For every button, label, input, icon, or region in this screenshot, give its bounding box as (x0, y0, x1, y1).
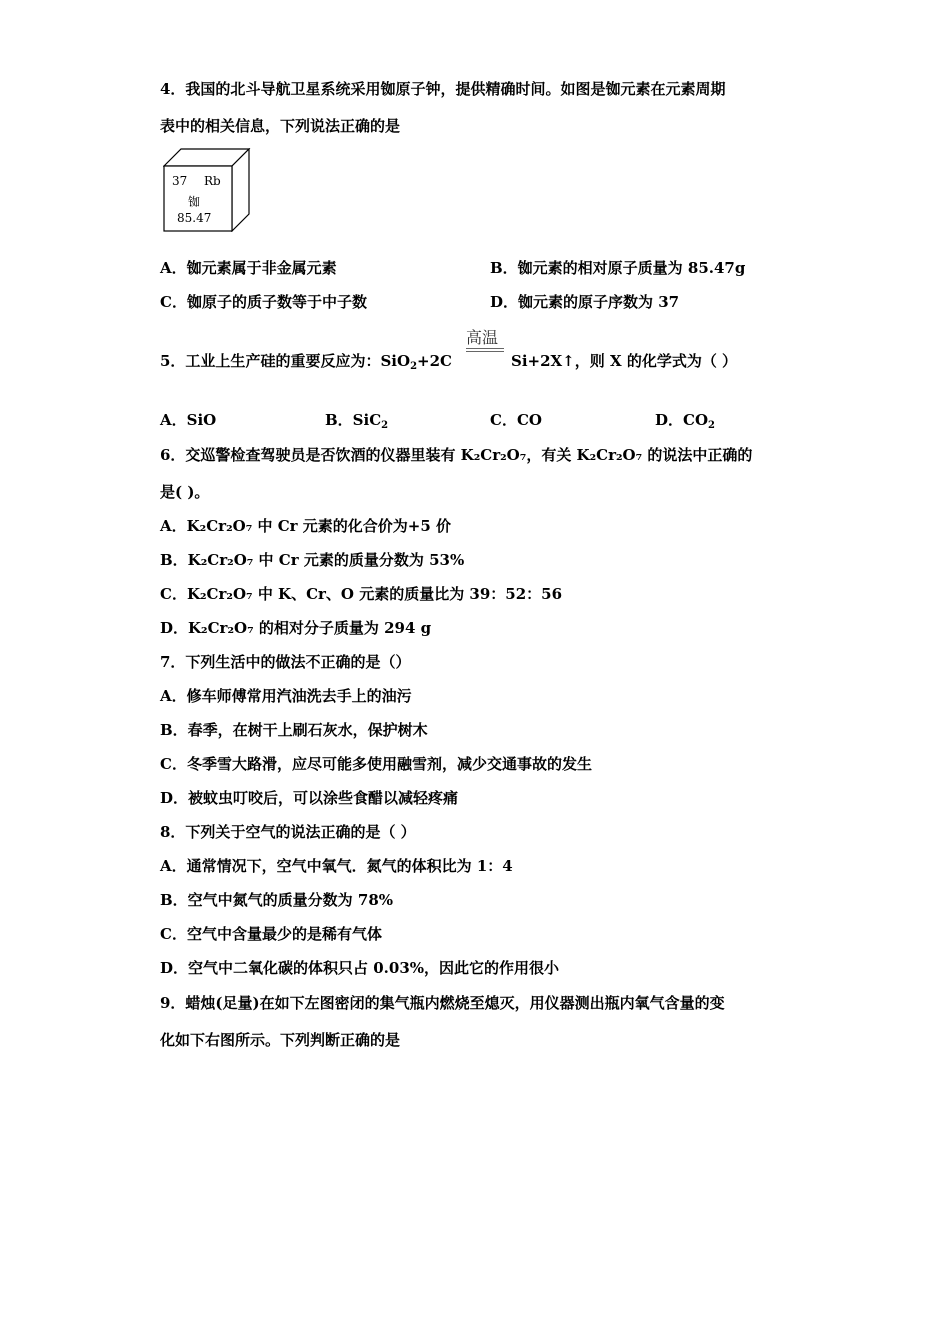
reaction-condition: 高温 (466, 328, 499, 347)
q5-option-d-text: D．CO (655, 411, 709, 429)
q5-prefix: 5．工业上生产硅的重要反应为： (160, 352, 381, 370)
q4-option-b: B．铷元素的相对原子质量为 85.47g (490, 259, 746, 277)
q5-option-d (655, 409, 715, 430)
q8-option-c: C．空气中含量最少的是稀有气体 (160, 925, 382, 943)
q4-option-d: D．铷元素的原子序数为 37 (490, 293, 680, 311)
q6-option-b: B．K₂Cr₂O₇ 中 Cr 元素的质量分数为 53% (160, 551, 465, 569)
q9-stem-line2: 化如下右图所示。下列判断正确的是 (160, 1031, 401, 1049)
q5-sio2: SiO (380, 352, 411, 370)
q7-option-c: C．冬季雪大路滑，应尽可能多使用融雪剂，减少交通事故的发生 (160, 755, 592, 773)
q5-plus-2c: +2C (417, 352, 452, 370)
q5-option-a: A．SiO (160, 411, 217, 429)
q5-stem (160, 350, 452, 371)
q5-option-c: C．CO (490, 411, 542, 429)
reaction-equals-line-bottom (466, 351, 504, 352)
q5-stem-after: Si+2X↑，则 X 的化学式为（ ） (511, 352, 738, 370)
q4-stem-line2: 表中的相关信息，下列说法正确的是 (160, 117, 401, 135)
q6-option-d: D．K₂Cr₂O₇ 的相对分子质量为 294 g (160, 619, 432, 637)
q4-stem-line1: 4．我国的北斗导航卫星系统采用铷原子钟，提供精确时间。如图是铷元素在元素周期 (160, 80, 726, 98)
reaction-equals-line-top (466, 348, 504, 349)
q5-option-d-subscript: 2 (708, 420, 715, 431)
q6-stem-line2: 是( )。 (160, 483, 210, 501)
q5-option-b-subscript: 2 (381, 420, 389, 431)
q7-option-d: D．被蚊虫叮咬后，可以涂些食醋以减轻疼痛 (160, 789, 459, 807)
q6-stem-line1: 6．交巡警检查驾驶员是否饮酒的仪器里装有 K₂Cr₂O₇，有关 K₂Cr₂O₇ 的说法中正确的 (160, 446, 753, 464)
q5-sio2-subscript: 2 (410, 361, 418, 372)
q4-option-c: C．铷原子的质子数等于中子数 (160, 293, 367, 311)
q7-stem: 7．下列生活中的做法不正确的是（） (160, 653, 411, 671)
q7-option-b: B．春季，在树干上刷石灰水，保护树木 (160, 721, 428, 739)
rubidium-element-tile (163, 148, 251, 232)
q8-option-b: B．空气中氮气的质量分数为 78% (160, 891, 394, 909)
tile-symbol: Rb (204, 174, 221, 188)
q8-option-a: A．通常情况下，空气中氧气．氮气的体积比为 1：4 (160, 857, 513, 875)
q9-stem-line1: 9．蜡烛(足量)在如下左图密闭的集气瓶内燃烧至熄灭，用仪器测出瓶内氧气含量的变 (160, 994, 725, 1012)
tile-atomic-mass: 85.47 (177, 211, 212, 225)
q7-option-a: A．修车师傅常用汽油洗去手上的油污 (160, 687, 412, 705)
tile-element-name: 铷 (188, 195, 201, 209)
q5-option-b (325, 409, 388, 430)
q6-option-a: A．K₂Cr₂O₇ 中 Cr 元素的化合价为+5 价 (160, 517, 452, 535)
q5-option-b-text: B．SiC (325, 411, 382, 429)
q6-option-c: C．K₂Cr₂O₇ 中 K、Cr、O 元素的质量比为 39：52：56 (160, 585, 563, 603)
q4-option-a: A．铷元素属于非金属元素 (160, 259, 337, 277)
tile-atomic-number: 37 (172, 174, 188, 188)
q8-option-d: D．空气中二氧化碳的体积只占 0.03%，因此它的作用很小 (160, 959, 560, 977)
q8-stem: 8．下列关于空气的说法正确的是（ ） (160, 823, 416, 841)
